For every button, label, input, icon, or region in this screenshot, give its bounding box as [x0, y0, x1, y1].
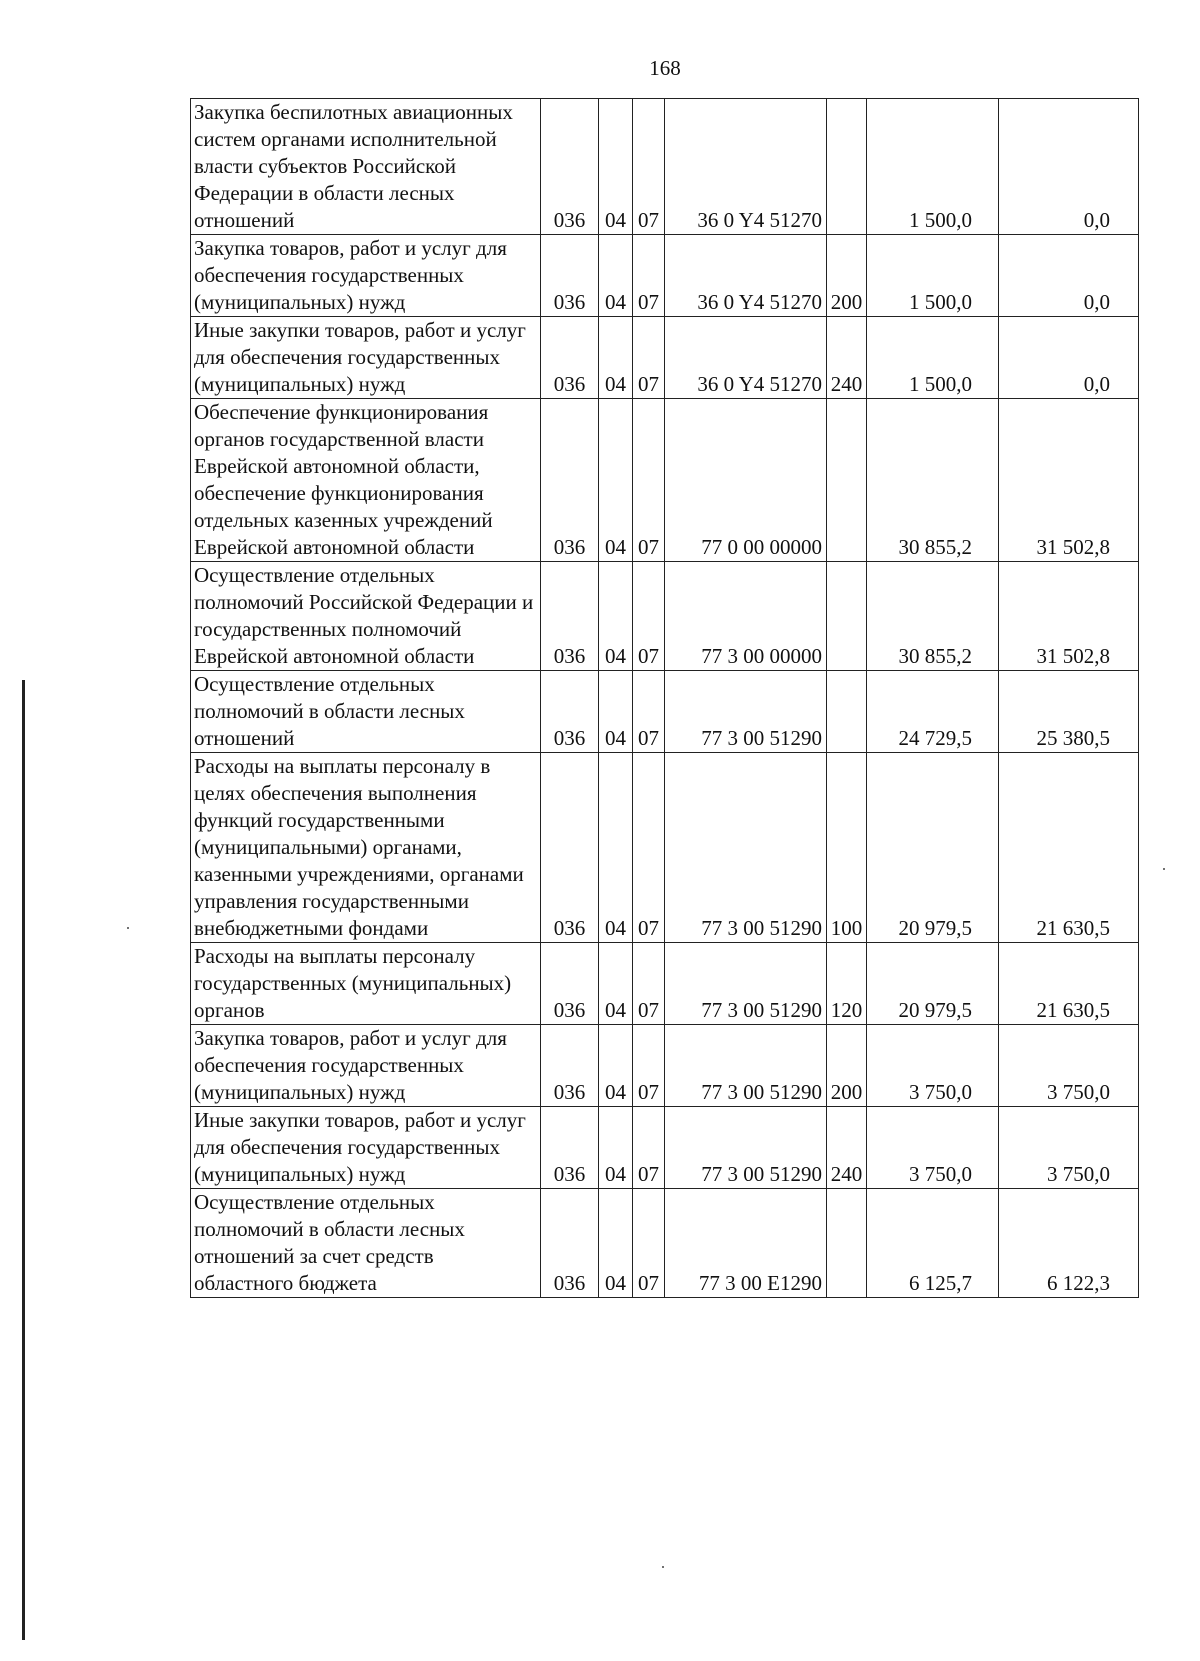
- expense-type-cell: 100: [827, 753, 867, 943]
- target-article-cell: 77 3 00 00000: [665, 562, 827, 671]
- row-name-cell: Закупка товаров, работ и услуг для обеспечения государственных (муниципальных) нужд: [191, 235, 541, 317]
- target-article-cell: 36 0 Y4 51270: [665, 317, 827, 399]
- amount-year2-cell: 31 502,8: [999, 399, 1139, 562]
- expense-type-cell: [827, 562, 867, 671]
- ministry-code-cell: 036: [541, 1107, 599, 1189]
- target-article-cell: 77 3 00 51290: [665, 943, 827, 1025]
- target-article-cell: 77 3 00 51290: [665, 1025, 827, 1107]
- amount-year2-cell: 21 630,5: [999, 753, 1139, 943]
- target-article-cell: 77 3 00 51290: [665, 1107, 827, 1189]
- amount-year2-cell: 3 750,0: [999, 1107, 1139, 1189]
- section-code-cell: 04: [599, 99, 633, 235]
- amount-year1-cell: 24 729,5: [867, 671, 999, 753]
- row-name-cell: Закупка беспилотных авиационных систем органами исполнительной власти субъектов Российской Федерации в области лесных отношений: [191, 99, 541, 235]
- amount-year1-cell: 20 979,5: [867, 753, 999, 943]
- table-row: [191, 753, 1139, 943]
- section-code-cell: 04: [599, 1025, 633, 1107]
- target-article-cell: 77 0 00 00000: [665, 399, 827, 562]
- amount-year2-cell: 31 502,8: [999, 562, 1139, 671]
- ministry-code-cell: 036: [541, 235, 599, 317]
- amount-year2-cell: 0,0: [999, 99, 1139, 235]
- amount-year2-cell: 6 122,3: [999, 1189, 1139, 1298]
- subsection-code-cell: 07: [633, 562, 665, 671]
- amount-year1-cell: 1 500,0: [867, 235, 999, 317]
- ministry-code-cell: 036: [541, 99, 599, 235]
- subsection-code-cell: 07: [633, 235, 665, 317]
- table-row: [191, 1189, 1139, 1298]
- amount-year1-cell: 6 125,7: [867, 1189, 999, 1298]
- scan-speck: [1163, 868, 1165, 870]
- section-code-cell: 04: [599, 753, 633, 943]
- section-code-cell: 04: [599, 235, 633, 317]
- section-code-cell: 04: [599, 1107, 633, 1189]
- amount-year2-cell: 21 630,5: [999, 943, 1139, 1025]
- amount-year1-cell: 1 500,0: [867, 317, 999, 399]
- table-row: [191, 1107, 1139, 1189]
- ministry-code-cell: 036: [541, 317, 599, 399]
- page-number: 168: [649, 56, 681, 80]
- target-article-cell: 77 3 00 51290: [665, 671, 827, 753]
- expense-type-cell: [827, 671, 867, 753]
- row-name-cell: Осуществление отдельных полномочий в области лесных отношений: [191, 671, 541, 753]
- row-name-cell: Осуществление отдельных полномочий Российской Федерации и государственных полномочий Еврейской автономной области: [191, 562, 541, 671]
- table-row: [191, 99, 1139, 235]
- ministry-code-cell: 036: [541, 562, 599, 671]
- subsection-code-cell: 07: [633, 1107, 665, 1189]
- expense-type-cell: 120: [827, 943, 867, 1025]
- section-code-cell: 04: [599, 671, 633, 753]
- target-article-cell: 36 0 Y4 51270: [665, 99, 827, 235]
- ministry-code-cell: 036: [541, 399, 599, 562]
- row-name-cell: Расходы на выплаты персоналу государственных (муниципальных) органов: [191, 943, 541, 1025]
- expense-type-cell: 200: [827, 235, 867, 317]
- expense-type-cell: [827, 99, 867, 235]
- table-row: [191, 317, 1139, 399]
- subsection-code-cell: 07: [633, 99, 665, 235]
- table-row: [191, 1025, 1139, 1107]
- ministry-code-cell: 036: [541, 671, 599, 753]
- section-code-cell: 04: [599, 943, 633, 1025]
- section-code-cell: 04: [599, 317, 633, 399]
- target-article-cell: 36 0 Y4 51270: [665, 235, 827, 317]
- row-name-cell: Закупка товаров, работ и услуг для обеспечения государственных (муниципальных) нужд: [191, 1025, 541, 1107]
- amount-year1-cell: 20 979,5: [867, 943, 999, 1025]
- subsection-code-cell: 07: [633, 1025, 665, 1107]
- amount-year1-cell: 3 750,0: [867, 1025, 999, 1107]
- amount-year2-cell: 0,0: [999, 317, 1139, 399]
- subsection-code-cell: 07: [633, 399, 665, 562]
- expense-type-cell: [827, 1189, 867, 1298]
- ministry-code-cell: 036: [541, 943, 599, 1025]
- subsection-code-cell: 07: [633, 671, 665, 753]
- amount-year2-cell: 25 380,5: [999, 671, 1139, 753]
- row-name-cell: Обеспечение функционирования органов государственной власти Еврейской автономной области, обеспечение функционирования отдельных казенных учреждений Еврейской автономной области: [191, 399, 541, 562]
- section-code-cell: 04: [599, 1189, 633, 1298]
- section-code-cell: 04: [599, 399, 633, 562]
- subsection-code-cell: 07: [633, 317, 665, 399]
- expense-type-cell: 240: [827, 317, 867, 399]
- table-row: [191, 399, 1139, 562]
- section-code-cell: 04: [599, 562, 633, 671]
- amount-year1-cell: 30 855,2: [867, 562, 999, 671]
- target-article-cell: 77 3 00 E1290: [665, 1189, 827, 1298]
- row-name-cell: Осуществление отдельных полномочий в области лесных отношений за счет средств областного бюджета: [191, 1189, 541, 1298]
- table-row: [191, 235, 1139, 317]
- scan-margin-line: [22, 680, 25, 1640]
- table-row: [191, 562, 1139, 671]
- expense-type-cell: 240: [827, 1107, 867, 1189]
- amount-year2-cell: 3 750,0: [999, 1025, 1139, 1107]
- scan-speck: [127, 927, 129, 929]
- scan-speck: [662, 1566, 664, 1568]
- table-row: [191, 671, 1139, 753]
- expense-type-cell: 200: [827, 1025, 867, 1107]
- row-name-cell: Иные закупки товаров, работ и услуг для обеспечения государственных (муниципальных) нужд: [191, 317, 541, 399]
- expense-type-cell: [827, 399, 867, 562]
- ministry-code-cell: 036: [541, 1025, 599, 1107]
- amount-year1-cell: 30 855,2: [867, 399, 999, 562]
- row-name-cell: Расходы на выплаты персоналу в целях обеспечения выполнения функций государственными (муниципальными) органами, казенными учреждениями, органами управления государственными внебюджетными фондами: [191, 753, 541, 943]
- ministry-code-cell: 036: [541, 1189, 599, 1298]
- subsection-code-cell: 07: [633, 1189, 665, 1298]
- ministry-code-cell: 036: [541, 753, 599, 943]
- subsection-code-cell: 07: [633, 943, 665, 1025]
- row-name-cell: Иные закупки товаров, работ и услуг для обеспечения государственных (муниципальных) нужд: [191, 1107, 541, 1189]
- amount-year1-cell: 1 500,0: [867, 99, 999, 235]
- target-article-cell: 77 3 00 51290: [665, 753, 827, 943]
- subsection-code-cell: 07: [633, 753, 665, 943]
- amount-year1-cell: 3 750,0: [867, 1107, 999, 1189]
- table-row: [191, 943, 1139, 1025]
- budget-table: [190, 98, 1139, 1298]
- amount-year2-cell: 0,0: [999, 235, 1139, 317]
